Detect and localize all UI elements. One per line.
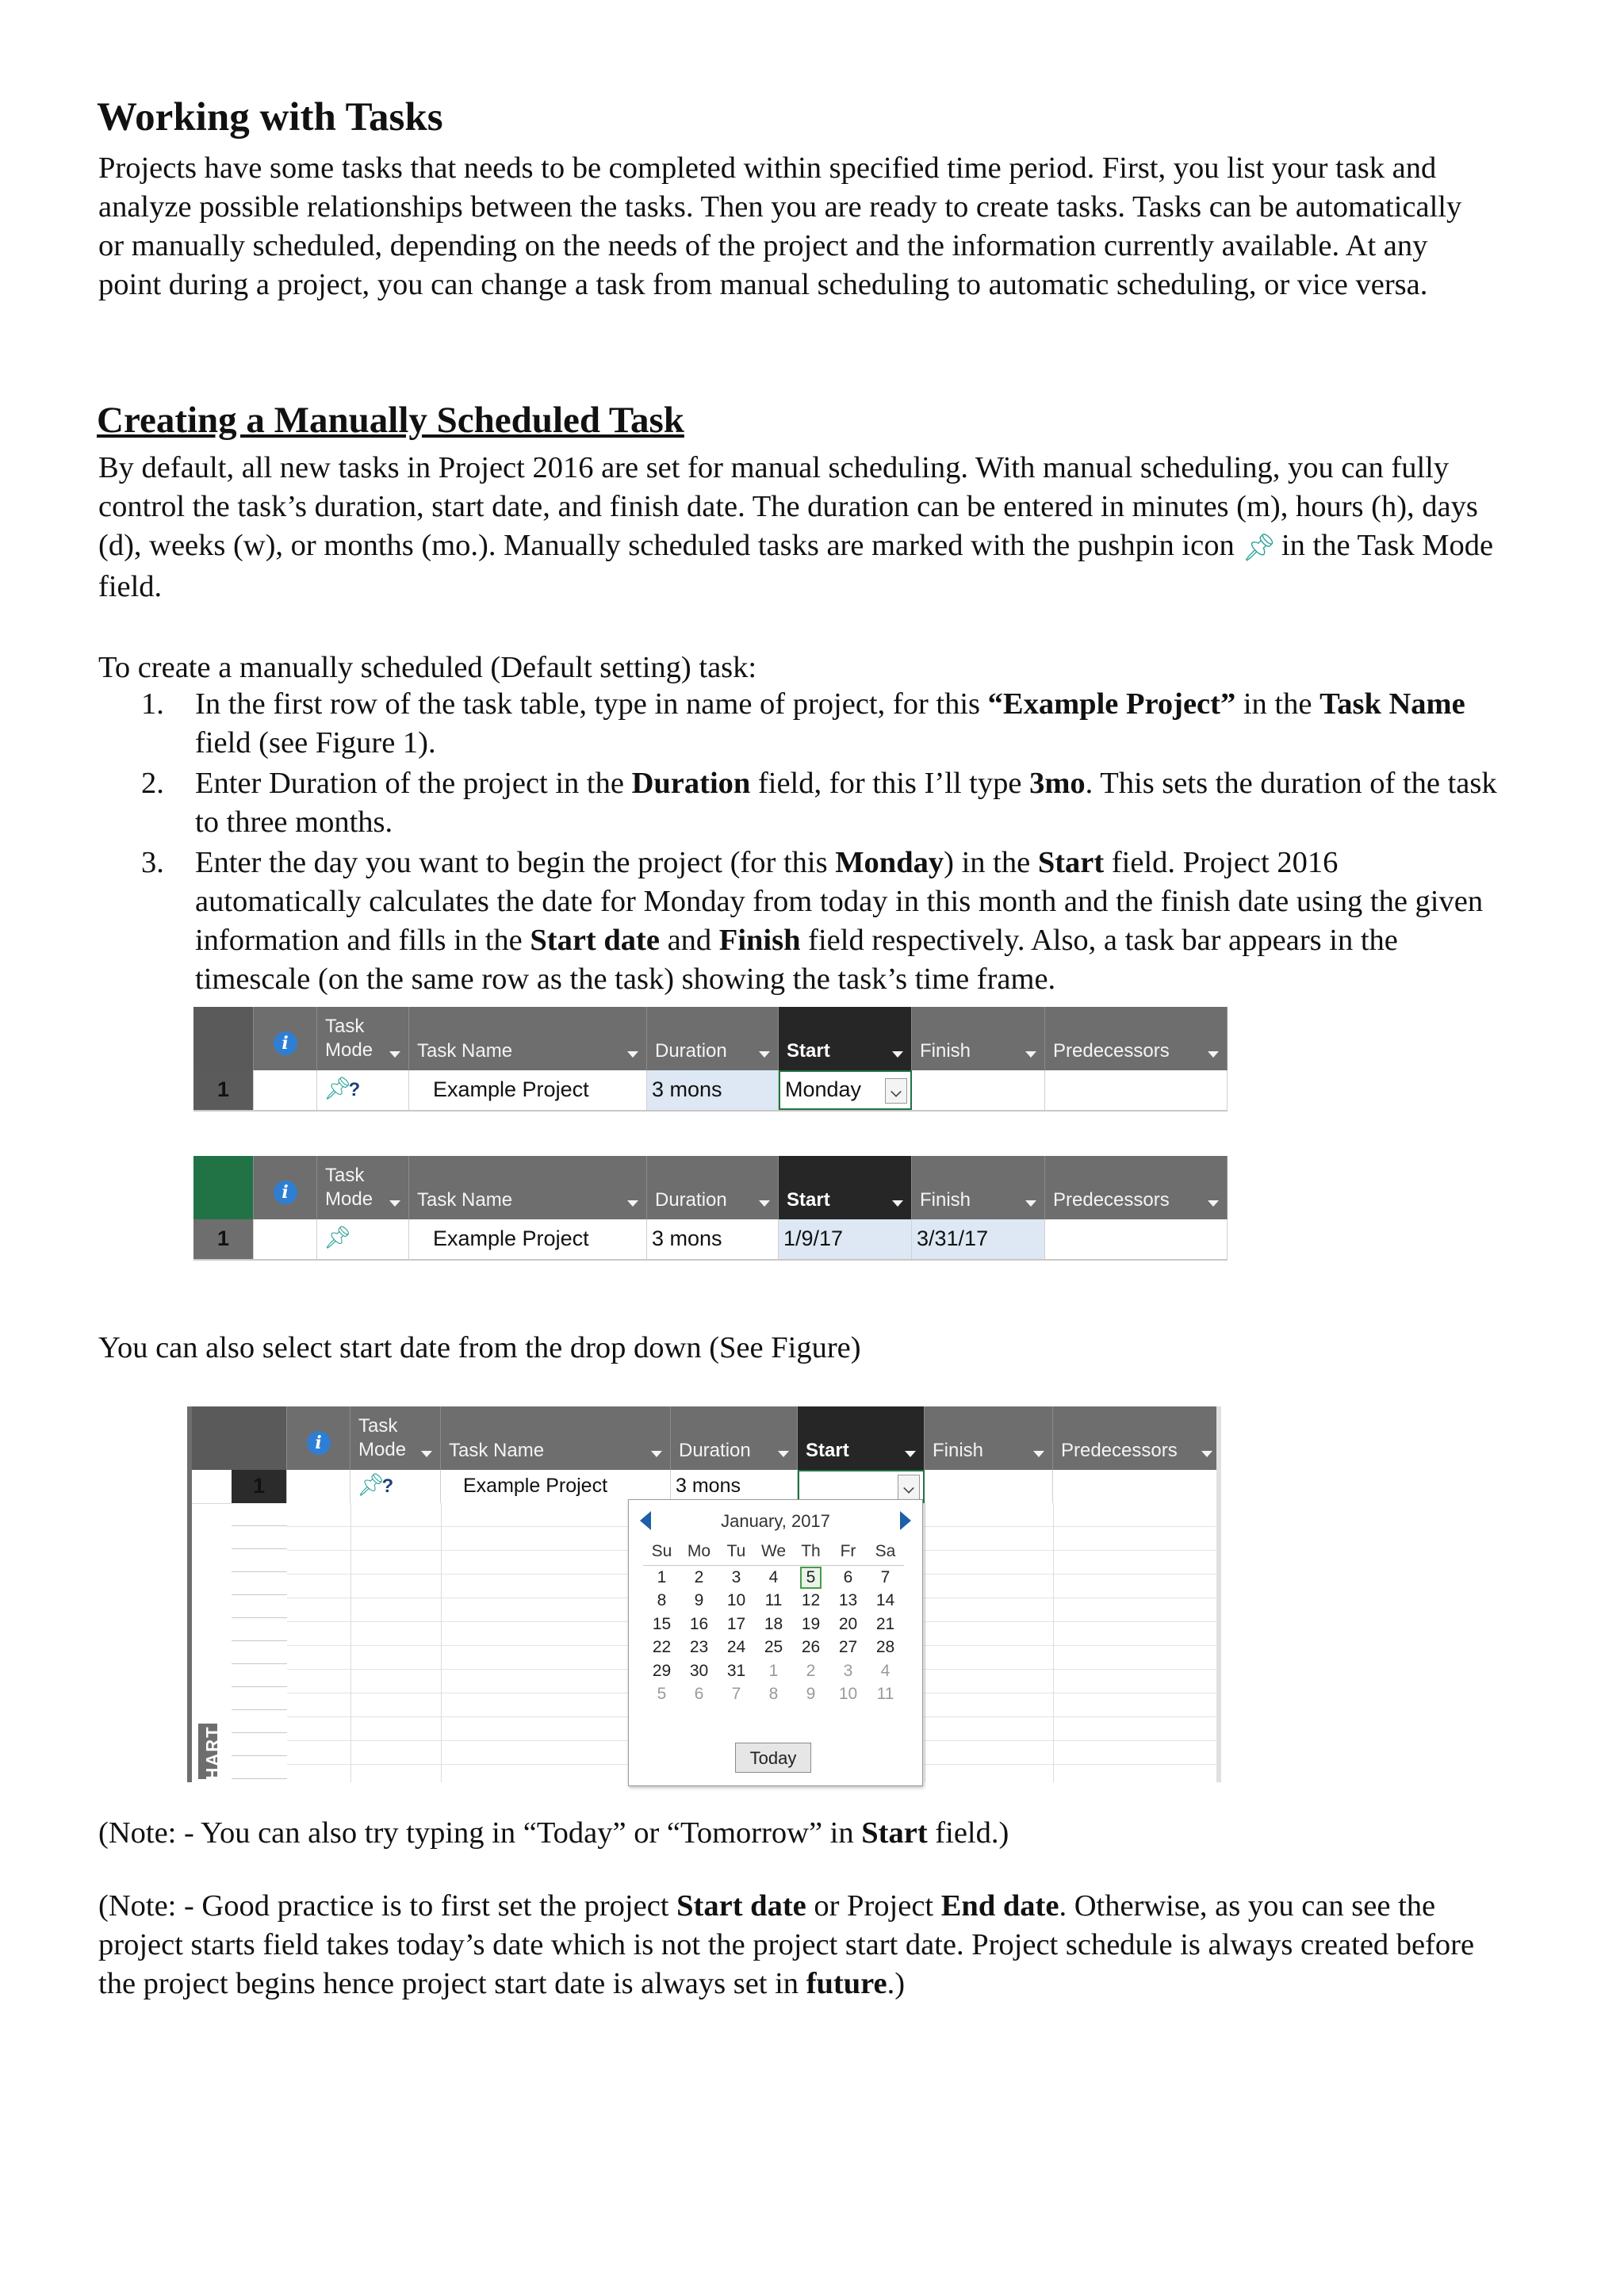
- info-icon: i: [274, 1031, 297, 1055]
- task-name-value: Example Project: [433, 1077, 589, 1101]
- chevron-down-icon[interactable]: [1025, 1200, 1036, 1207]
- predecessors-label: Predecessors: [1061, 1440, 1178, 1461]
- list-item: [141, 844, 1505, 999]
- calendar-day[interactable]: 12: [801, 1591, 821, 1610]
- start-label: Start: [787, 1189, 830, 1211]
- task-mode-label-line2: Mode: [325, 1188, 373, 1210]
- start-date-value: 1/9/17: [783, 1226, 844, 1250]
- calendar-day-next-month[interactable]: 3: [843, 1661, 853, 1680]
- manual-scheduling-paragraph: [98, 449, 1494, 607]
- list-item: [141, 685, 1505, 763]
- calendar-day[interactable]: 30: [689, 1661, 709, 1680]
- calendar-day[interactable]: 2: [694, 1567, 704, 1586]
- note-text: (Note: - Good practice is to first set the project: [98, 1889, 677, 1923]
- indicators-header[interactable]: [287, 1406, 350, 1470]
- calendar-day[interactable]: 15: [652, 1614, 672, 1633]
- task-table-figure-1: [193, 1007, 1228, 1112]
- step-text: field. Project 2016 automatically calculates the date for Monday from today in this month and the finish date using the given information and fills in the: [195, 846, 1484, 957]
- today-button[interactable]: Today: [735, 1743, 811, 1773]
- step-text: Enter Duration of the project in the: [195, 767, 632, 800]
- step-text: ) in the: [944, 846, 1038, 879]
- task-mode-header[interactable]: [317, 1156, 409, 1219]
- duration-value: 3 mons: [676, 1475, 741, 1497]
- task-name-value: Example Project: [433, 1226, 589, 1250]
- day-of-week: Su: [643, 1538, 680, 1566]
- pushpin-icon: 📌︎: [324, 1224, 352, 1250]
- start-header[interactable]: [798, 1406, 925, 1470]
- table-row[interactable]: [193, 1070, 1228, 1112]
- note-bold: Start: [861, 1816, 928, 1850]
- calendar-day[interactable]: 23: [689, 1638, 709, 1657]
- finish-header[interactable]: [912, 1156, 1045, 1219]
- heading-creating-manual-task: Creating a Manually Scheduled Task: [97, 400, 684, 441]
- select-all-corner[interactable]: [192, 1406, 287, 1470]
- calendar-day[interactable]: 18: [764, 1614, 783, 1633]
- info-icon: i: [307, 1431, 331, 1455]
- table-right-edge: [1216, 1406, 1221, 1782]
- calendar-day[interactable]: 6: [843, 1567, 853, 1586]
- gantt-chart-side-label: HART: [202, 1725, 223, 1781]
- calendar-day[interactable]: 31: [726, 1661, 746, 1680]
- note-bold: future: [806, 1967, 887, 2000]
- date-dropdown-button[interactable]: [885, 1078, 907, 1104]
- task-mode-label-line1: Task: [325, 1165, 365, 1186]
- indicators-header[interactable]: [254, 1156, 317, 1219]
- list-item: [141, 764, 1505, 842]
- duration-cell[interactable]: [671, 1470, 798, 1503]
- start-cell[interactable]: [779, 1219, 912, 1259]
- chevron-down-icon[interactable]: [759, 1051, 770, 1058]
- step-number: 3.: [141, 846, 164, 879]
- calendar-day-next-month[interactable]: 8: [768, 1685, 779, 1704]
- calendar-week: [643, 1613, 904, 1636]
- note-text: . Otherwise, as you can see the project starts field takes today’s date which is not the project start date. Project schedule is always created before the project begins hence project start date is always set in: [98, 1889, 1475, 2000]
- day-of-week: Tu: [718, 1538, 755, 1566]
- predecessors-cell[interactable]: [1053, 1470, 1221, 1503]
- start-cell-editing[interactable]: [798, 1470, 925, 1503]
- start-header[interactable]: [779, 1007, 912, 1070]
- chevron-down-icon[interactable]: [389, 1200, 400, 1207]
- dropdown-paragraph: You can also select start date from the drop down (See Figure): [98, 1331, 861, 1364]
- table-header: [192, 1406, 1221, 1470]
- predecessors-cell[interactable]: [1045, 1070, 1228, 1110]
- duration-label: Duration: [679, 1440, 751, 1461]
- grid-divider: [1053, 1503, 1054, 1782]
- calendar-day-today-label: 5: [800, 1567, 822, 1589]
- table-header: [193, 1156, 1228, 1219]
- steps-intro: To create a manually scheduled (Default setting) task:: [98, 651, 757, 684]
- indicator-cell[interactable]: [254, 1070, 317, 1110]
- step-text: In the first row of the task table, type in name of project, for this: [195, 687, 988, 721]
- chevron-down-icon[interactable]: [892, 1051, 903, 1058]
- step-number: 1.: [141, 687, 164, 721]
- predecessors-header[interactable]: [1045, 1156, 1228, 1219]
- duration-cell[interactable]: [647, 1219, 779, 1259]
- start-label: Start: [806, 1440, 849, 1461]
- predecessors-header[interactable]: [1053, 1406, 1221, 1470]
- task-name-cell[interactable]: [441, 1470, 671, 1503]
- start-label: Start: [787, 1040, 830, 1062]
- step-text: Enter the day you want to begin the project (for this: [195, 846, 836, 879]
- calendar-day[interactable]: 27: [838, 1638, 858, 1657]
- calendar-day-next-month[interactable]: 11: [876, 1685, 894, 1704]
- table-header: [193, 1007, 1228, 1070]
- day-of-week: Fr: [829, 1538, 867, 1566]
- step-bold: Task Name: [1320, 687, 1465, 721]
- duration-label: Duration: [655, 1040, 727, 1062]
- duration-value: 3 mons: [652, 1077, 722, 1101]
- info-icon: i: [274, 1181, 297, 1204]
- select-all-corner[interactable]: [193, 1007, 254, 1070]
- day-of-week: Th: [792, 1538, 829, 1566]
- calendar-day[interactable]: 11: [764, 1591, 783, 1610]
- calendar-day[interactable]: 22: [652, 1638, 672, 1657]
- note-bold: Start date: [676, 1889, 806, 1923]
- task-mode-header[interactable]: [317, 1007, 409, 1070]
- note-today-tomorrow: [98, 1814, 1494, 1853]
- calendar-day-next-month[interactable]: 10: [838, 1685, 858, 1704]
- intro-paragraph: Projects have some tasks that needs to be completed within specified time period. First, you list your task and analyze possible relationships between the tasks. Then you are ready to create tasks. Tasks can be automatically or manually scheduled, depending on the needs of the project and the information currently available. At any point during a project, you can change a task from manual scheduling to automatic scheduling, or vice versa.: [98, 151, 1462, 301]
- calendar-day[interactable]: 13: [838, 1591, 858, 1610]
- start-header[interactable]: [779, 1156, 912, 1219]
- gantt-chart-side-tab[interactable]: [198, 1724, 223, 1781]
- finish-header[interactable]: [912, 1007, 1045, 1070]
- calendar-day-next-month[interactable]: 6: [694, 1685, 704, 1704]
- task-name-label: Task Name: [449, 1440, 545, 1461]
- task-name-header[interactable]: [409, 1156, 647, 1219]
- finish-label: Finish: [933, 1440, 984, 1461]
- note-text: or Project: [806, 1889, 941, 1923]
- heading-working-with-tasks: Working with Tasks: [97, 95, 443, 140]
- calendar-day-next-month[interactable]: 5: [657, 1685, 667, 1704]
- indicator-cell[interactable]: [254, 1219, 317, 1259]
- task-mode-label-line2: Mode: [325, 1039, 373, 1061]
- task-mode-label: [325, 1164, 373, 1211]
- chevron-down-icon[interactable]: [892, 1200, 903, 1207]
- chevron-down-icon[interactable]: [421, 1451, 432, 1457]
- duration-label: Duration: [655, 1189, 727, 1211]
- step-bold: Start date: [530, 924, 660, 957]
- calendar-day[interactable]: 9: [694, 1591, 704, 1610]
- finish-label: Finish: [920, 1189, 971, 1211]
- task-name-cell[interactable]: [409, 1219, 647, 1259]
- task-mode-label: [325, 1015, 373, 1062]
- days-of-week-row: [643, 1538, 904, 1566]
- duration-header[interactable]: [647, 1007, 779, 1070]
- predecessors-label: Predecessors: [1053, 1040, 1170, 1062]
- date-dropdown-button[interactable]: [898, 1475, 920, 1500]
- chevron-down-icon[interactable]: [389, 1051, 400, 1058]
- task-table-figure-2: [193, 1156, 1228, 1257]
- row-number-label: 1: [252, 1474, 266, 1498]
- calendar-week: [643, 1566, 904, 1590]
- finish-label: Finish: [920, 1040, 971, 1062]
- calendar-week: [643, 1590, 904, 1613]
- calendar-day[interactable]: 10: [726, 1591, 746, 1610]
- calendar-week: [643, 1683, 904, 1707]
- duration-cell[interactable]: [647, 1070, 779, 1110]
- task-name-label: Task Name: [417, 1040, 513, 1062]
- step-text: field (see Figure 1).: [195, 726, 436, 760]
- row-number[interactable]: [193, 1219, 254, 1259]
- calendar-day[interactable]: 26: [801, 1638, 821, 1657]
- predecessors-header[interactable]: [1045, 1007, 1228, 1070]
- manual-scheduling-text-end: in the Task Mode field.: [98, 529, 1494, 603]
- finish-cell[interactable]: [925, 1470, 1053, 1503]
- finish-header[interactable]: [925, 1406, 1053, 1470]
- step-number: 2.: [141, 767, 164, 800]
- task-name-header[interactable]: [409, 1007, 647, 1070]
- indicators-header[interactable]: [254, 1007, 317, 1070]
- calendar-day[interactable]: 29: [652, 1661, 672, 1680]
- task-mode-cell[interactable]: [317, 1070, 409, 1110]
- table-row[interactable]: [193, 1219, 1228, 1261]
- chevron-down-icon[interactable]: [905, 1451, 916, 1457]
- start-typed-value: Monday: [785, 1077, 862, 1101]
- step-bold: “Example Project”: [987, 687, 1236, 721]
- calendar-month-label: January, 2017: [721, 1511, 830, 1531]
- calendar-day[interactable]: 25: [764, 1638, 783, 1657]
- task-mode-label-line1: Task: [325, 1016, 365, 1037]
- pushpin-question-icon: 📌︎?: [357, 1471, 394, 1498]
- row-number-label: 1: [216, 1226, 230, 1250]
- step-text: in the: [1235, 687, 1320, 721]
- chevron-down-icon[interactable]: [1201, 1451, 1212, 1457]
- task-name-cell[interactable]: [409, 1070, 647, 1110]
- predecessors-label: Predecessors: [1053, 1189, 1170, 1211]
- predecessors-cell[interactable]: [1045, 1219, 1228, 1259]
- pushpin-question-icon: 📌︎?: [324, 1075, 361, 1101]
- calendar-day-today[interactable]: [792, 1566, 829, 1590]
- task-mode-header[interactable]: [350, 1406, 441, 1470]
- calendar-grid: [643, 1538, 904, 1706]
- note-good-practice: [98, 1887, 1494, 2003]
- chevron-down-icon[interactable]: [651, 1451, 662, 1457]
- row-number-column: [232, 1503, 288, 1782]
- task-name-value: Example Project: [463, 1475, 608, 1497]
- chevron-down-icon[interactable]: [627, 1051, 638, 1058]
- calendar-day-next-month[interactable]: 7: [731, 1685, 741, 1704]
- note-bold: End date: [940, 1889, 1059, 1923]
- calendar-day[interactable]: 28: [875, 1638, 895, 1657]
- note-text: (Note: - You can also try typing in “Today” or “Tomorrow” in: [98, 1816, 862, 1850]
- calendar-day[interactable]: 8: [657, 1591, 667, 1610]
- chevron-down-icon[interactable]: [778, 1451, 789, 1457]
- step-bold: Start: [1037, 846, 1105, 879]
- step-bold: Finish: [718, 924, 801, 957]
- row-number[interactable]: [193, 1070, 254, 1110]
- chevron-down-icon[interactable]: [1033, 1451, 1044, 1457]
- steps-list: [141, 685, 1505, 1001]
- task-mode-label-line1: Task: [358, 1415, 398, 1437]
- calendar-day[interactable]: 1: [657, 1567, 667, 1586]
- chevron-down-icon[interactable]: [1208, 1200, 1219, 1207]
- step-text: and: [659, 924, 719, 957]
- manual-scheduling-text: By default, all new tasks in Project 2016 are set for manual scheduling. With manual scheduling, you can fully control the task’s duration, start date, and finish date. The duration can be entered in minutes (m), hours (h), days (d), weeks (w), or months (mo.). Manually scheduled tasks are marked with the pushpin icon: [98, 451, 1478, 562]
- calendar-day[interactable]: 4: [768, 1567, 779, 1586]
- calendar-day[interactable]: 3: [731, 1567, 741, 1586]
- calendar-day[interactable]: 19: [801, 1614, 821, 1633]
- day-of-week: We: [755, 1538, 792, 1566]
- select-all-corner[interactable]: [193, 1156, 254, 1219]
- grid-divider: [350, 1503, 351, 1782]
- date-picker-popup[interactable]: [628, 1499, 923, 1786]
- chevron-down-icon[interactable]: [627, 1200, 638, 1207]
- calendar-day[interactable]: 16: [689, 1614, 709, 1633]
- next-month-arrow-icon[interactable]: [900, 1511, 911, 1530]
- grid-divider: [441, 1503, 442, 1782]
- calendar-day[interactable]: 14: [875, 1591, 895, 1610]
- day-of-week: Mo: [680, 1538, 718, 1566]
- calendar-day[interactable]: 21: [875, 1614, 895, 1633]
- step-bold: 3mo: [1029, 767, 1086, 800]
- calendar-day-next-month[interactable]: 9: [806, 1685, 816, 1704]
- row-number-label: 1: [216, 1077, 230, 1101]
- step-text: . This sets the duration of the task to three months.: [195, 767, 1497, 839]
- calendar-week: [643, 1636, 904, 1660]
- finish-cell[interactable]: [912, 1070, 1045, 1110]
- calendar-day-next-month[interactable]: 2: [806, 1661, 816, 1680]
- task-mode-cell[interactable]: [350, 1470, 441, 1503]
- row-number[interactable]: [232, 1470, 287, 1503]
- calendar-day-next-month[interactable]: 4: [880, 1661, 891, 1680]
- task-mode-cell[interactable]: [317, 1219, 409, 1259]
- start-cell-editing[interactable]: [779, 1070, 912, 1110]
- task-mode-label-line2: Mode: [358, 1439, 407, 1460]
- calendar-day[interactable]: 17: [726, 1614, 746, 1633]
- task-name-label: Task Name: [417, 1189, 513, 1211]
- chevron-down-icon[interactable]: [1208, 1051, 1219, 1058]
- duration-value: 3 mons: [652, 1226, 722, 1250]
- calendar-day[interactable]: 20: [838, 1614, 858, 1633]
- duration-header[interactable]: [671, 1406, 798, 1470]
- chevron-down-icon[interactable]: [1025, 1051, 1036, 1058]
- calendar-day[interactable]: 7: [880, 1567, 891, 1586]
- finish-date-value: 3/31/17: [917, 1226, 989, 1250]
- step-text: field respectively. Also, a task bar appears in the timescale (on the same row as the task) showing the task’s time frame.: [195, 924, 1398, 996]
- note-text: .): [887, 1967, 906, 2000]
- chevron-down-icon[interactable]: [759, 1200, 770, 1207]
- note-text: field.): [927, 1816, 1009, 1850]
- step-bold: Duration: [631, 767, 751, 800]
- calendar-week: [643, 1659, 904, 1683]
- finish-cell[interactable]: [912, 1219, 1045, 1259]
- day-of-week: Sa: [867, 1538, 904, 1566]
- pushpin-icon: 📌︎: [1242, 532, 1277, 564]
- task-name-header[interactable]: [441, 1406, 671, 1470]
- duration-header[interactable]: [647, 1156, 779, 1219]
- step-bold: Monday: [835, 846, 944, 879]
- calendar-day[interactable]: 24: [726, 1638, 746, 1657]
- task-mode-label: [358, 1414, 406, 1462]
- calendar-day-next-month[interactable]: 1: [768, 1661, 779, 1680]
- step-text: field, for this I’ll type: [750, 767, 1030, 800]
- indicator-cell[interactable]: [287, 1470, 350, 1503]
